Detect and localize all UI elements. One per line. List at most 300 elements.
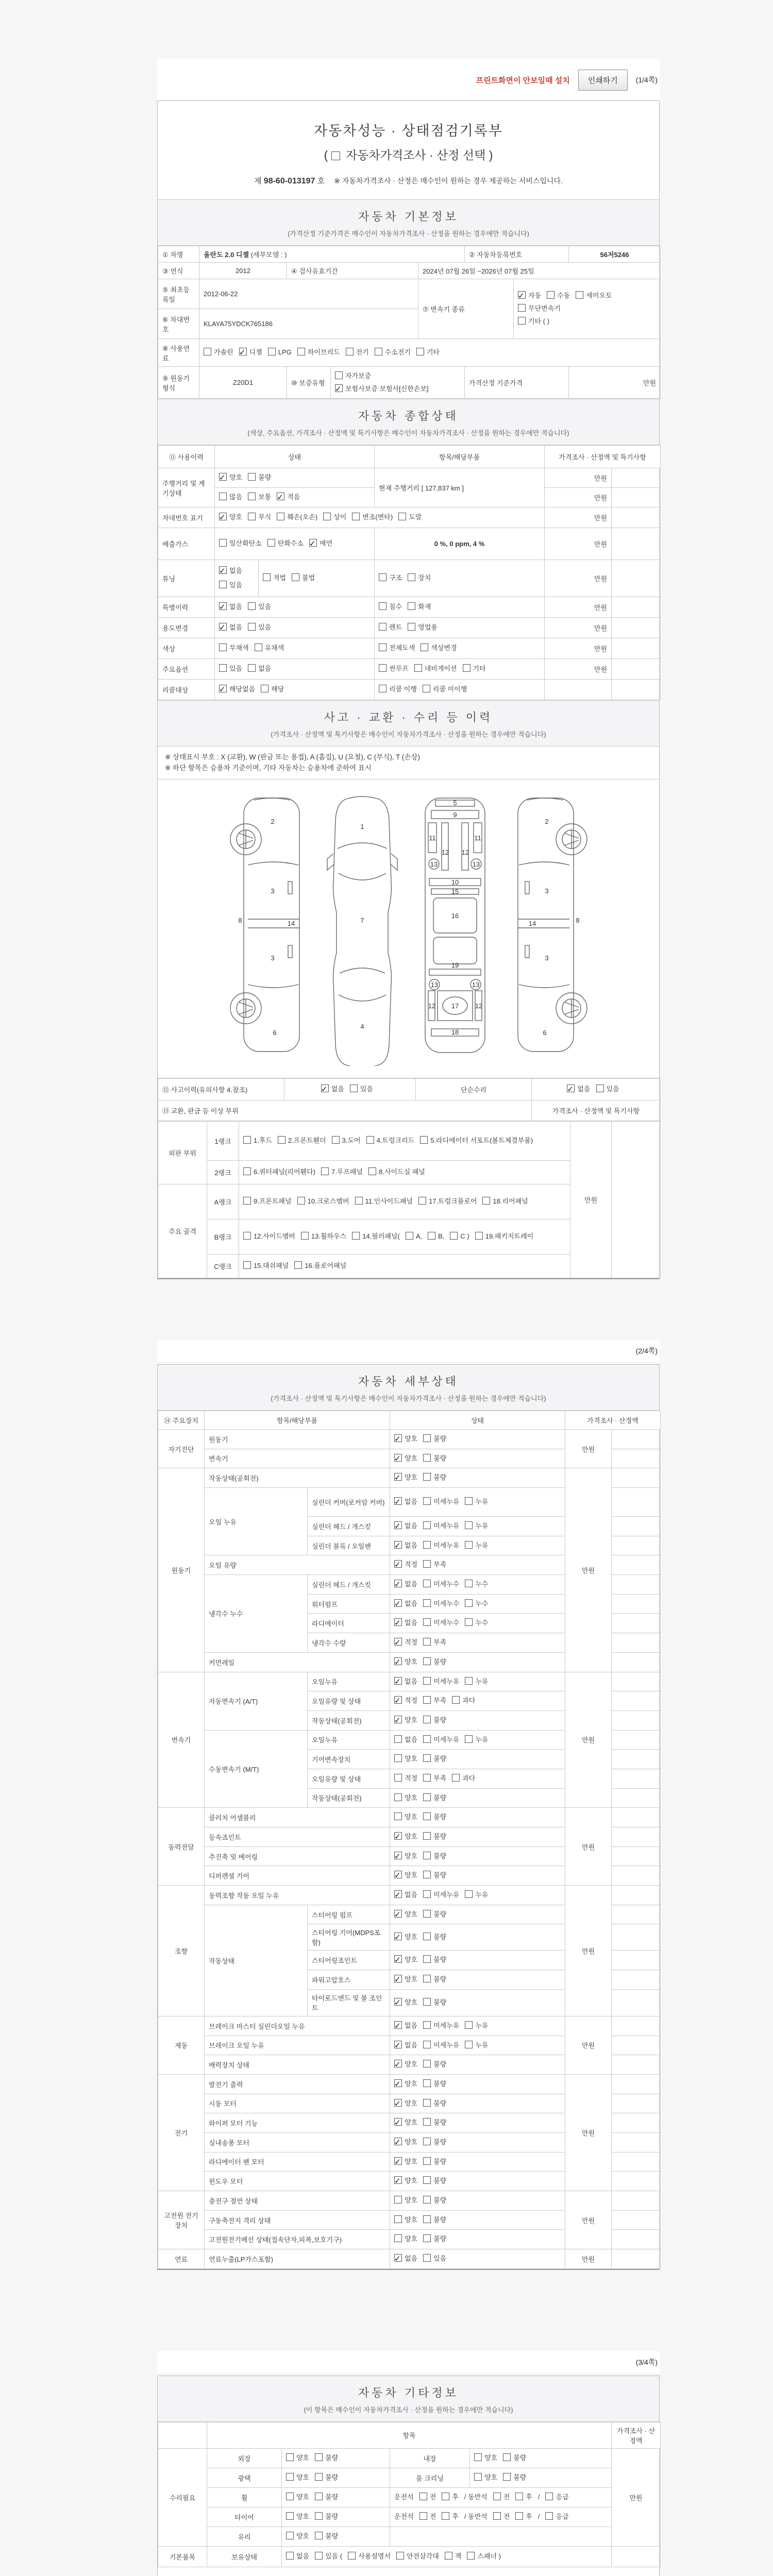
checkbox-icon xyxy=(423,1434,431,1442)
accident-history-options xyxy=(284,1078,416,1100)
option xyxy=(292,572,315,585)
option xyxy=(394,2214,417,2227)
option xyxy=(423,1452,446,1465)
emission-options xyxy=(215,528,375,560)
option xyxy=(423,1973,446,1986)
option-label: 가솔린 xyxy=(214,348,233,357)
basic-info-title: 자동차 기본정보 xyxy=(358,210,459,223)
option-label: 양호 xyxy=(405,2177,418,2185)
wheel-position-options xyxy=(390,2487,612,2507)
option-label: 양호 xyxy=(405,1793,418,1802)
option xyxy=(394,1908,417,1921)
option-label: 적정 xyxy=(405,1697,418,1705)
item-label: 원동기 xyxy=(205,1429,390,1449)
option xyxy=(394,1452,417,1465)
subitem-label: 실린더 커버(로커암 커버) xyxy=(308,1488,390,1517)
polish-label: 광택 xyxy=(207,2468,282,2487)
checkbox-icon xyxy=(394,1497,402,1505)
option-label: 침수 xyxy=(389,602,402,611)
wheel-options xyxy=(282,2487,390,2507)
svg-text:3: 3 xyxy=(270,887,275,895)
checkbox-icon xyxy=(394,1541,402,1549)
detail-table xyxy=(158,1411,661,2269)
checkbox-icon xyxy=(394,1852,402,1859)
price-blank xyxy=(612,2210,661,2230)
checkbox-icon xyxy=(243,1197,251,1205)
svg-text:2: 2 xyxy=(270,817,275,825)
option xyxy=(423,1811,446,1824)
svg-text:11: 11 xyxy=(428,834,436,842)
option xyxy=(352,1230,400,1243)
checkbox-icon xyxy=(465,1618,473,1626)
checkbox-icon xyxy=(423,1618,431,1626)
option xyxy=(493,2511,510,2523)
option-label: 양호 xyxy=(405,2196,418,2204)
tuning-exist-options xyxy=(215,560,259,597)
outer-panel-label: 외판 부위 xyxy=(158,1121,207,1184)
checkbox-icon xyxy=(423,2215,431,2223)
option xyxy=(467,2550,501,2563)
option xyxy=(538,2511,540,2523)
option xyxy=(219,511,242,524)
option-label: 불량 xyxy=(325,2473,339,2481)
option xyxy=(596,1083,619,1096)
option xyxy=(243,1134,272,1147)
checkbox-icon xyxy=(408,573,415,581)
option-label: 있음 xyxy=(229,664,243,672)
option-label: C ) xyxy=(460,1232,469,1241)
price-unit: 만원 xyxy=(545,507,612,528)
rank2-label: 2랭크 xyxy=(207,1160,239,1184)
base-price-label: 가격산정 기준가격 xyxy=(465,367,569,399)
price-blank xyxy=(612,1449,661,1468)
svg-text:13: 13 xyxy=(472,980,479,989)
svg-text:12: 12 xyxy=(428,1002,435,1010)
option-label: 누유 xyxy=(475,2021,489,2029)
subitem-label: 오일유량 및 상태 xyxy=(308,1691,390,1711)
checkbox-icon xyxy=(248,602,256,610)
emission-label: 배출가스 xyxy=(158,528,215,560)
option-label: 불량 xyxy=(325,2453,339,2462)
checkbox-icon xyxy=(414,664,422,672)
checkbox-icon xyxy=(394,1955,402,1963)
subtitle-open: ( xyxy=(324,148,328,162)
price-blank xyxy=(612,560,661,597)
option-label: 불량 xyxy=(433,1473,447,1482)
price-blank xyxy=(612,1788,661,1808)
checkbox-icon xyxy=(423,1890,431,1898)
option xyxy=(394,1973,417,1986)
state-options xyxy=(390,2055,565,2075)
option-label: 불량 xyxy=(433,1852,447,1860)
option xyxy=(408,621,438,634)
option xyxy=(394,1831,417,1843)
option xyxy=(248,601,271,614)
checkbox-icon xyxy=(423,1473,431,1481)
option xyxy=(465,1578,488,1591)
option-label: 응급 xyxy=(556,2512,569,2520)
checkbox-icon xyxy=(297,1197,305,1205)
option xyxy=(394,1636,417,1649)
col-state: 상태 xyxy=(215,446,375,468)
page-marker-2: (2/4쪽) xyxy=(635,1346,658,1355)
price-unit: 만원 xyxy=(545,658,612,679)
checkbox-icon xyxy=(394,1696,402,1704)
col-item: 항목/해당부품 xyxy=(205,1411,390,1429)
other-price-unit: 만원 xyxy=(612,2448,661,2546)
option xyxy=(493,2491,510,2504)
option-label: 안전삼각대 xyxy=(406,2552,439,2560)
subitem-label: 오일누유 xyxy=(308,1672,390,1691)
option-label: 미세누유 xyxy=(433,1498,460,1506)
option-label: 양호 xyxy=(229,473,243,482)
option xyxy=(503,2452,526,2465)
checkbox-icon xyxy=(219,566,227,574)
option-label: 9.프론트패널 xyxy=(254,1197,292,1206)
checkbox-icon xyxy=(394,2079,402,2087)
price-blank xyxy=(612,1808,661,1827)
recall-status-options xyxy=(375,679,545,700)
option-label: 없음 xyxy=(405,1580,418,1588)
price-blank xyxy=(612,1536,661,1555)
option-label: 미세누유 xyxy=(433,1541,460,1549)
option xyxy=(255,642,284,655)
option-label: 화재 xyxy=(418,602,431,611)
option xyxy=(423,2039,459,2052)
first-reg-label: ⑤ 최초등록일 xyxy=(158,279,199,309)
option xyxy=(219,621,242,634)
option-label: 없음 xyxy=(405,1619,418,1627)
option-label: 썬루프 xyxy=(389,664,409,672)
checkbox-icon xyxy=(394,1473,402,1481)
option-label: 불법 xyxy=(302,573,315,582)
checkbox-icon xyxy=(423,1497,431,1505)
option xyxy=(423,1675,459,1688)
option-label: 2.프론트휀더 xyxy=(288,1137,326,1145)
checkbox-icon xyxy=(219,513,227,520)
option-label: 누유 xyxy=(475,1522,489,1530)
svg-text:6: 6 xyxy=(542,1028,547,1037)
checkbox-icon xyxy=(315,2512,323,2520)
svg-text:11: 11 xyxy=(474,834,481,842)
checkbox-icon xyxy=(545,2493,553,2500)
checkbox-icon xyxy=(394,1890,402,1898)
option xyxy=(567,1083,590,1096)
option-label: 해당 xyxy=(271,685,284,693)
option xyxy=(394,1433,417,1446)
checkbox-icon xyxy=(423,2079,431,2087)
option-label: 적정 xyxy=(405,1561,418,1569)
checkbox-icon xyxy=(398,513,406,520)
checkbox-icon xyxy=(394,1793,402,1801)
option-label: 보험사보증 보험사[신한손보] xyxy=(345,384,429,393)
inspect-label: ④ 검사유효기간 xyxy=(287,263,418,279)
option xyxy=(423,1471,446,1484)
exterior-label: 외장 xyxy=(207,2448,282,2468)
option xyxy=(396,2550,439,2563)
wheel-label: 휠 xyxy=(207,2487,282,2507)
checkbox-icon xyxy=(394,2215,402,2223)
option xyxy=(547,290,570,302)
option xyxy=(204,346,233,359)
option-label: 17.트렁크플로어 xyxy=(428,1197,477,1206)
option xyxy=(465,1598,488,1611)
option xyxy=(394,1598,417,1611)
checkbox-icon xyxy=(286,2512,294,2520)
option xyxy=(576,290,612,302)
option xyxy=(394,1811,417,1824)
checkbox-icon xyxy=(352,513,360,520)
checkbox-icon xyxy=(394,1521,402,1529)
option-label: 18.리어패널 xyxy=(493,1197,528,1206)
checkbox-icon xyxy=(394,1599,402,1607)
item-label: 자동변속기 (A/T) xyxy=(205,1672,308,1730)
option-label: 13.휠하우스 xyxy=(311,1232,347,1241)
checkbox-icon xyxy=(394,1657,402,1665)
item-label: 브레이크 오일 누유 xyxy=(205,2036,390,2055)
option xyxy=(423,2175,446,2188)
checkbox-icon xyxy=(576,291,583,299)
option-label: 유채색 xyxy=(264,643,284,652)
tire-label: 타이어 xyxy=(207,2507,282,2527)
price-unit: 만원 xyxy=(545,597,612,617)
option-label: 불량 xyxy=(325,2493,339,2501)
group-electrical: 전기 xyxy=(158,2074,205,2191)
option-label: 11.인사이드패널 xyxy=(365,1197,413,1206)
price-unit: 만원 xyxy=(545,468,612,488)
checkbox-icon xyxy=(423,1998,431,2006)
option-label: 부식 xyxy=(258,513,272,521)
basic-items-label: 기본품목 xyxy=(158,2546,207,2567)
subitem-label: 오일누유 xyxy=(308,1730,390,1750)
doc-number-line xyxy=(158,163,659,199)
svg-text:8: 8 xyxy=(575,916,580,924)
checkbox-icon xyxy=(408,602,415,610)
option-label: 양호 xyxy=(405,2079,418,2088)
state-options xyxy=(390,1555,565,1575)
option-label: 부족 xyxy=(433,1561,447,1569)
year-label: ③ 연식 xyxy=(158,263,199,279)
svg-text:14: 14 xyxy=(287,919,295,927)
option xyxy=(423,1869,446,1882)
checkbox-icon xyxy=(394,2099,402,2107)
option xyxy=(394,2058,417,2071)
checkbox-icon xyxy=(465,1580,473,1587)
option-label: 없음 xyxy=(296,2552,310,2560)
option xyxy=(423,2233,446,2246)
option xyxy=(423,683,467,696)
option-label: 누유 xyxy=(475,1541,489,1549)
option xyxy=(321,1083,344,1096)
option xyxy=(423,2214,446,2227)
checkbox-icon xyxy=(379,602,386,610)
option xyxy=(450,1230,469,1243)
option-label: 리콜 이행 xyxy=(389,685,417,693)
option xyxy=(219,579,242,592)
state-options xyxy=(390,2249,565,2269)
mileage-amount-options xyxy=(215,488,375,507)
checkbox-icon xyxy=(248,513,256,520)
option-label: 양호 xyxy=(405,1755,418,1763)
checkbox-icon xyxy=(219,581,227,588)
basic-info-subtitle: (가격산정 기준가격은 매수인이 자동차가격조사 · 산정을 원하는 경우에만 적습니다) xyxy=(288,230,529,238)
checkbox-icon xyxy=(465,1890,473,1898)
option xyxy=(423,2136,446,2149)
option-label: 많음 xyxy=(229,493,243,501)
price-blank xyxy=(612,1614,661,1633)
engine-type-value: Z20D1 xyxy=(199,367,287,399)
checkbox-icon xyxy=(332,1136,340,1144)
price-blank xyxy=(612,1905,661,1924)
subitem-label: 타이로드엔드 및 볼 조인트 xyxy=(308,1989,390,2016)
option-label: 불량 xyxy=(258,473,272,482)
price-blank xyxy=(612,1769,661,1788)
option-label: 네비게이션 xyxy=(424,664,457,672)
checkbox-icon xyxy=(423,1871,431,1878)
checkbox-icon xyxy=(294,1261,302,1269)
option xyxy=(423,2078,446,2091)
price-blank xyxy=(612,2074,661,2094)
mileage-value: 현재 주행거리 [ 127,837 km ] xyxy=(375,468,545,507)
option xyxy=(423,1578,459,1591)
option-label: / 동반석 xyxy=(464,2493,488,2501)
option xyxy=(423,1617,459,1630)
rank1-items xyxy=(239,1121,570,1160)
option-label: 양호 xyxy=(405,1716,418,1724)
checkbox-icon xyxy=(368,1167,376,1175)
transmission-option-list2 xyxy=(518,317,555,325)
option-label: 부족 xyxy=(433,1697,447,1705)
option-label: 양호 xyxy=(405,2235,418,2243)
checkbox-icon xyxy=(475,1232,483,1240)
checkbox-icon xyxy=(394,1618,402,1626)
svg-text:9: 9 xyxy=(452,810,457,819)
price-blank xyxy=(612,658,661,679)
glass-options xyxy=(282,2527,390,2546)
option xyxy=(315,2550,342,2563)
option xyxy=(465,1734,488,1747)
option-label: 무채색 xyxy=(229,643,249,652)
checkbox-icon xyxy=(350,1084,358,1092)
document-column xyxy=(157,59,660,2576)
checkbox-icon xyxy=(286,2473,294,2481)
rankC-label: C랭크 xyxy=(207,1254,239,1278)
option-label: 하이브리드 xyxy=(307,348,340,357)
checkbox-icon xyxy=(394,2254,402,2262)
checkbox-icon xyxy=(423,1716,431,1723)
other-section-header xyxy=(158,2376,659,2422)
option-label: 불량 xyxy=(433,1933,447,1941)
option-label: 전체도색 xyxy=(389,643,415,652)
checkbox-icon xyxy=(301,1232,309,1240)
option-label: 전 xyxy=(503,2493,510,2501)
option xyxy=(518,315,549,328)
option-label: 8.사이드실 패널 xyxy=(379,1168,425,1176)
option-label: 양호 xyxy=(484,2453,498,2462)
item-label: 커먼레일 xyxy=(205,1652,390,1672)
option xyxy=(315,2491,338,2504)
price-blank xyxy=(545,679,612,700)
item-label: 충전구 절연 상태 xyxy=(205,2191,390,2211)
option-label: 있음 xyxy=(258,602,272,611)
doc-subtitle xyxy=(158,140,659,163)
interior-options xyxy=(470,2448,612,2468)
option-label: 누수 xyxy=(475,1580,489,1588)
subitem-label: 라디에이터 xyxy=(308,1614,390,1633)
option xyxy=(428,1230,444,1243)
subitem-label: 기어변속장치 xyxy=(308,1750,390,1769)
price-blank xyxy=(612,1517,661,1536)
state-options xyxy=(390,2074,565,2094)
svg-text:12: 12 xyxy=(441,848,449,856)
state-options xyxy=(390,2094,565,2113)
option xyxy=(332,1134,361,1147)
price-blank xyxy=(612,1594,661,1614)
svg-text:17: 17 xyxy=(451,1002,459,1010)
option xyxy=(423,1792,446,1805)
checkbox-icon xyxy=(243,1261,251,1269)
option-label: 없음 xyxy=(405,1498,418,1506)
item-label: 디퍼렌셜 기어 xyxy=(205,1866,390,1886)
rank-price-unit: 만원 xyxy=(570,1121,612,1278)
option-label: 수동 xyxy=(557,292,570,300)
option xyxy=(406,1230,422,1243)
checkbox-icon xyxy=(286,2453,294,2461)
option-label: 불량 xyxy=(433,2177,447,2185)
checkbox-icon xyxy=(394,1871,402,1878)
subitem-label: 오일유량 및 상태 xyxy=(308,1769,390,1788)
rank1-label: 1랭크 xyxy=(207,1121,239,1160)
option-label: 일산화탄소 xyxy=(229,539,262,547)
option xyxy=(219,683,255,696)
option-label: 누유 xyxy=(475,1735,489,1743)
checkbox-icon xyxy=(515,2493,523,2500)
item-label: 오일 유량 xyxy=(205,1555,390,1575)
main-option-exist-options xyxy=(215,658,375,679)
print-button[interactable]: 인쇄하기 xyxy=(578,70,628,91)
option xyxy=(465,2039,488,2052)
state-options xyxy=(390,2113,565,2133)
price-unit: 만원 xyxy=(565,2016,612,2074)
subitem-label: 파워고압호스 xyxy=(308,1970,390,1990)
price-blank xyxy=(612,1555,661,1575)
option xyxy=(423,1734,459,1747)
option-label: 구조 xyxy=(389,573,402,582)
first-reg-value: 2012-06-22 xyxy=(199,279,418,309)
item-label: 클러치 어셈블리 xyxy=(205,1808,390,1827)
print-warning-text[interactable]: 프린트화면이 안보일때 설치 xyxy=(476,76,570,85)
checkbox-icon xyxy=(355,1197,363,1205)
service-note: ※ 자동차가격조사 · 산정은 매수인이 원하는 경우 제공하는 서비스입니다. xyxy=(334,177,563,185)
checkbox-icon xyxy=(474,2453,482,2461)
checkbox-icon xyxy=(419,2512,427,2520)
price-blank xyxy=(612,597,661,617)
option xyxy=(379,601,402,614)
checkbox-icon xyxy=(321,1167,329,1175)
item-label: 시동 모터 xyxy=(205,2094,390,2113)
option xyxy=(243,1230,295,1243)
subitem-label: 스티어링 펌프 xyxy=(308,1905,390,1924)
option-label: 누수 xyxy=(475,1599,489,1607)
checkbox-icon xyxy=(315,2552,323,2560)
option-label: 양호 xyxy=(296,2493,310,2501)
option-label: 없음 xyxy=(405,1541,418,1549)
price-survey-checkbox-icon xyxy=(331,151,340,160)
rank2-items xyxy=(239,1160,570,1184)
checkbox-icon xyxy=(348,2552,356,2560)
option-label: 미세누유 xyxy=(433,1522,460,1530)
checkbox-icon xyxy=(394,1812,402,1820)
